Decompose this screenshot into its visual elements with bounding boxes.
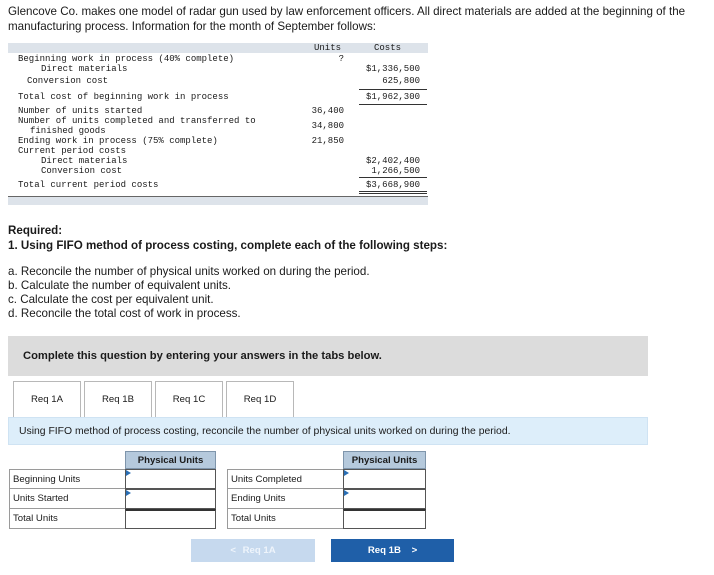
next-tab-label: Req 1B bbox=[367, 545, 401, 556]
required-item-1: 1. Using FIFO method of process costing, complete each of the following steps: bbox=[8, 239, 448, 252]
row-units: 21,850 bbox=[311, 136, 344, 146]
ending-units-input[interactable] bbox=[343, 489, 426, 509]
row-label: Ending work in process (75% complete) bbox=[18, 136, 218, 146]
tab-req-1b[interactable]: Req 1B bbox=[84, 381, 152, 418]
table-footer-band bbox=[8, 196, 428, 205]
step-b: b. Calculate the number of equivalent units. bbox=[8, 279, 231, 292]
right-total-units-input[interactable] bbox=[343, 509, 426, 529]
right-physical-units-header: Physical Units bbox=[343, 451, 426, 469]
units-started-label: Units Started bbox=[9, 489, 126, 509]
row-costs: $2,402,400 bbox=[365, 156, 420, 166]
subtotal-rule bbox=[359, 177, 427, 178]
beginning-units-input[interactable] bbox=[125, 469, 216, 489]
row-costs: 1,266,500 bbox=[371, 166, 420, 176]
units-completed-label: Units Completed bbox=[227, 469, 344, 489]
tab-req-1d[interactable]: Req 1D bbox=[226, 381, 294, 418]
row-label: Direct materials bbox=[41, 64, 128, 74]
row-label: Conversion cost bbox=[41, 166, 123, 176]
ending-units-label: Ending Units bbox=[227, 489, 344, 509]
total-rule bbox=[359, 191, 427, 192]
instructions-banner: Complete this question by entering your answers in the tabs below. bbox=[8, 336, 648, 376]
required-steps bbox=[8, 265, 370, 321]
row-label: Direct materials bbox=[41, 156, 128, 166]
row-label: Total cost of beginning work in process bbox=[18, 92, 229, 102]
tab-req-1a[interactable]: Req 1A bbox=[13, 381, 81, 418]
required-section bbox=[8, 223, 447, 253]
required-title: Required: bbox=[8, 224, 63, 237]
row-label: finished goods bbox=[30, 126, 106, 136]
table-row bbox=[8, 180, 428, 191]
subtotal-rule bbox=[359, 89, 427, 90]
row-label: Beginning work in process (40% complete) bbox=[18, 54, 235, 64]
prev-tab-label: Req 1A bbox=[242, 545, 276, 556]
input-marker-icon bbox=[344, 470, 349, 476]
problem-intro: Glencove Co. makes one model of radar gun used by law enforcement officers. All direct materials are added at the beginning of the manufacturing process. Information for the month of September follows: bbox=[8, 5, 686, 33]
chevron-left-icon: < bbox=[230, 545, 236, 556]
row-costs: $1,336,500 bbox=[365, 64, 420, 74]
row-costs: $3,668,900 bbox=[365, 180, 420, 190]
left-total-units-input[interactable] bbox=[125, 509, 216, 529]
row-units: ? bbox=[338, 54, 344, 64]
step-d: d. Reconcile the total cost of work in process. bbox=[8, 307, 241, 320]
cost-data-table bbox=[8, 43, 428, 205]
beginning-units-label: Beginning Units bbox=[9, 469, 126, 489]
row-units: 36,400 bbox=[311, 106, 344, 116]
total-rule bbox=[359, 104, 427, 105]
left-physical-units-header: Physical Units bbox=[125, 451, 216, 469]
input-marker-icon bbox=[126, 470, 131, 476]
row-label: Number of units completed and transferred to bbox=[18, 116, 256, 126]
right-total-units-label: Total Units bbox=[227, 509, 344, 529]
row-label: Number of units started bbox=[18, 106, 143, 116]
step-a: a. Reconcile the number of physical units worked on during the period. bbox=[8, 265, 370, 278]
prev-tab-button[interactable] bbox=[191, 539, 315, 562]
input-marker-icon bbox=[344, 490, 349, 496]
table-header-band bbox=[8, 43, 428, 53]
units-header: Units bbox=[314, 43, 342, 53]
row-label: Conversion cost bbox=[27, 76, 109, 86]
total-double-rule bbox=[359, 193, 427, 194]
chevron-right-icon: > bbox=[411, 545, 418, 556]
left-total-units-label: Total Units bbox=[9, 509, 126, 529]
next-tab-button[interactable] bbox=[331, 539, 454, 562]
tab-req-1c[interactable]: Req 1C bbox=[155, 381, 223, 418]
costs-header: Costs bbox=[374, 43, 402, 53]
units-started-input[interactable] bbox=[125, 489, 216, 509]
units-completed-input[interactable] bbox=[343, 469, 426, 489]
row-label: Current period costs bbox=[18, 146, 127, 156]
table-row bbox=[8, 64, 428, 75]
step-c: c. Calculate the cost per equivalent unit. bbox=[8, 293, 214, 306]
row-costs: $1,962,300 bbox=[365, 92, 420, 102]
table-row bbox=[8, 76, 428, 87]
tab-instruction: Using FIFO method of process costing, reconcile the number of physical units worked on during the period. bbox=[8, 417, 648, 445]
row-costs: 625,800 bbox=[382, 76, 420, 86]
input-marker-icon bbox=[126, 490, 131, 496]
row-label: Total current period costs bbox=[18, 180, 159, 190]
table-row bbox=[8, 166, 428, 177]
table-row bbox=[8, 92, 428, 103]
row-units: 34,800 bbox=[311, 121, 344, 131]
